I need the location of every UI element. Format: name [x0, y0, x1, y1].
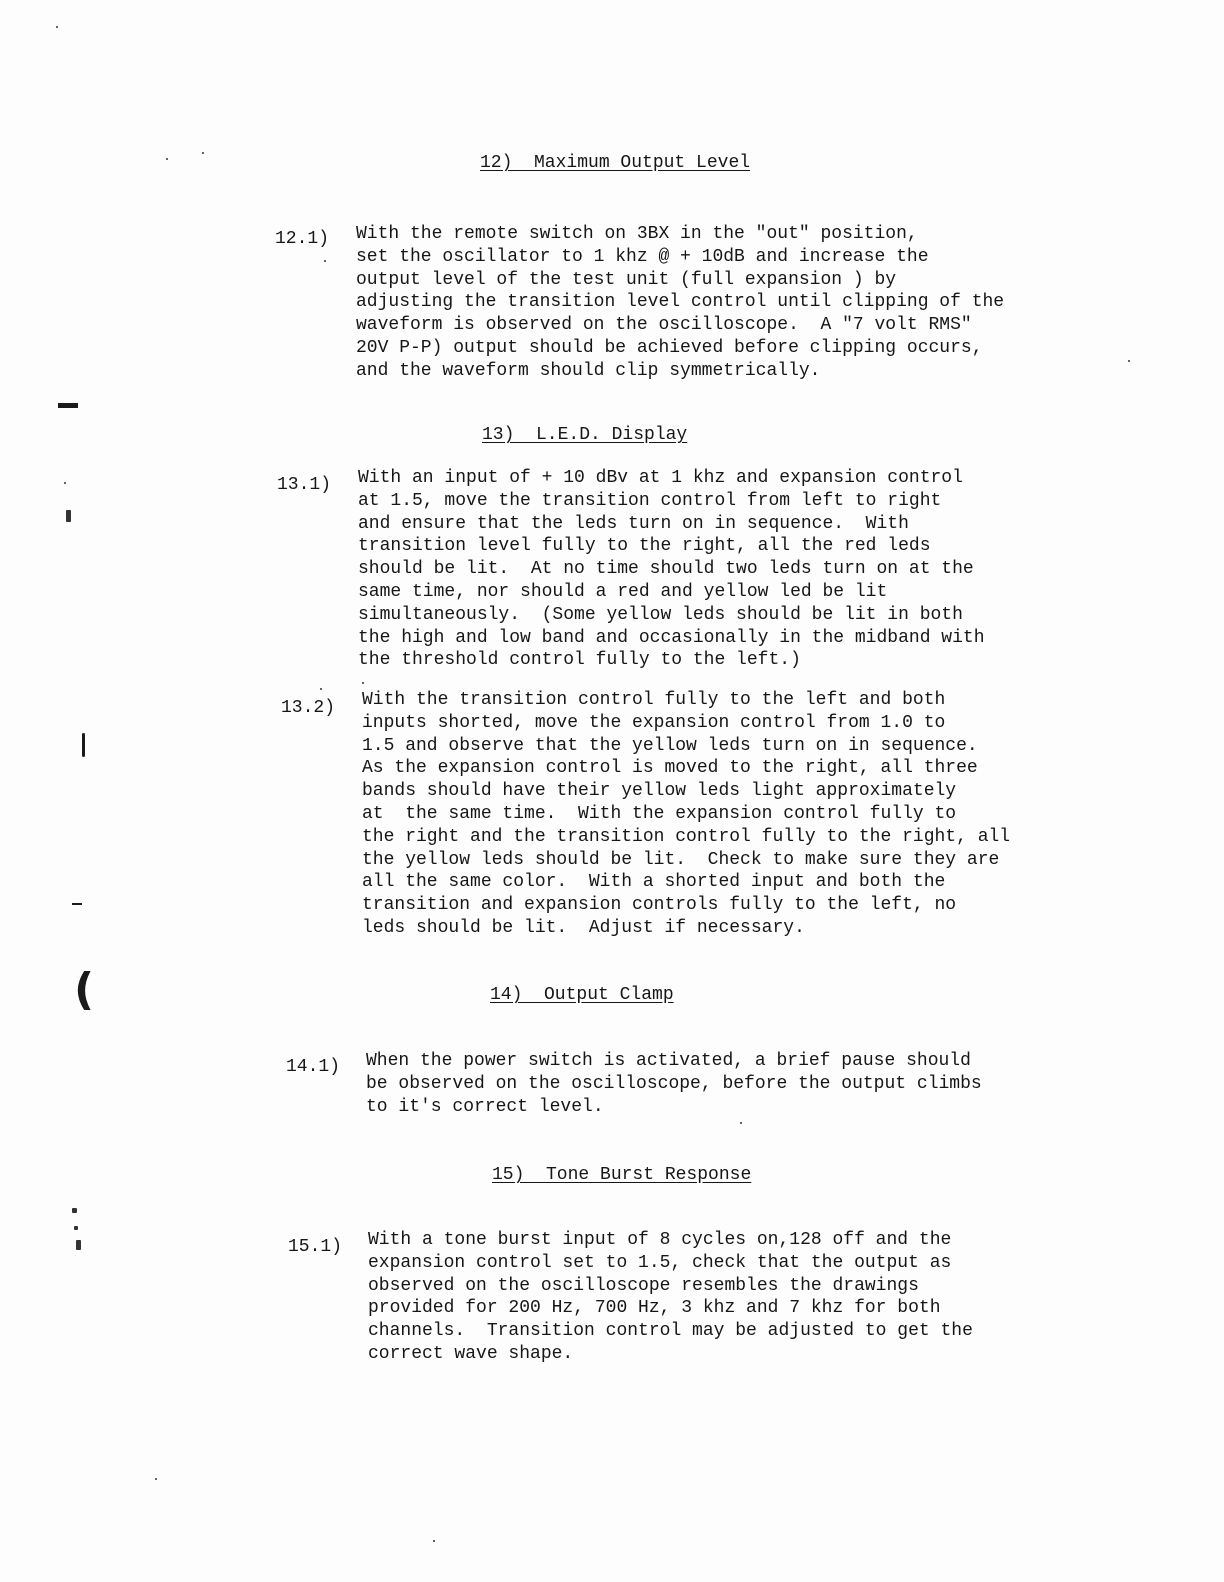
scan-mark	[155, 1478, 157, 1480]
scan-mark	[362, 682, 364, 684]
item-13-1-text	[358, 467, 985, 672]
text-line: at 1.5, move the transition control from left to right	[358, 490, 942, 511]
section-14-heading: 14) Output Clamp	[490, 985, 674, 1005]
scan-mark	[56, 26, 58, 28]
section-13-heading: 13) L.E.D. Display	[482, 425, 688, 445]
item-13-1-number: 13.1)	[277, 475, 332, 495]
scan-mark	[82, 733, 85, 757]
text-line: the high and low band and occasionally in the midband with	[358, 627, 985, 648]
scan-mark	[166, 158, 168, 160]
text-line: 20V P-P) output should be achieved before clipping occurs,	[356, 337, 983, 358]
text-line: to it's correct level.	[366, 1096, 604, 1117]
text-line: the threshold control fully to the left.)	[358, 650, 801, 671]
text-line: 1.5 and observe that the yellow leds turn on in sequence.	[362, 735, 978, 756]
text-line: As the expansion control is moved to the right, all three	[362, 758, 978, 779]
text-line: at the same time. With the expansion control fully to	[362, 803, 957, 824]
text-line: With an input of + 10 dBv at 1 khz and expansion control	[358, 468, 963, 488]
text-line: transition and expansion controls fully to the left, no	[362, 895, 957, 916]
text-line: transition level fully to the right, all the red leds	[358, 536, 931, 557]
scan-mark	[66, 510, 71, 522]
item-13-2-number: 13.2)	[281, 698, 336, 718]
text-line: leds should be lit. Adjust if necessary.	[362, 917, 805, 938]
text-line: correct wave shape.	[368, 1343, 574, 1364]
scan-mark	[76, 1240, 81, 1250]
text-line: expansion control set to 1.5, check that the output as	[368, 1252, 952, 1273]
text-line: same time, nor should a red and yellow led be lit	[358, 581, 888, 602]
text-line: With a tone burst input of 8 cycles on,128 off and the	[368, 1230, 952, 1250]
scan-mark	[202, 152, 204, 154]
text-line: be observed on the oscilloscope, before the output climbs	[366, 1073, 982, 1094]
item-13-2-text	[362, 689, 1010, 940]
item-15-1-number: 15.1)	[288, 1237, 343, 1257]
item-14-1-text	[366, 1050, 982, 1118]
text-line: waveform is observed on the oscilloscope. A "7 volt RMS"	[356, 315, 972, 336]
text-line: channels. Transition control may be adjusted to get the	[368, 1321, 973, 1342]
section-15-heading: 15) Tone Burst Response	[492, 1165, 752, 1185]
text-line: With the transition control fully to the left and both	[362, 690, 946, 710]
text-line: should be lit. At no time should two leds turn on at the	[358, 559, 974, 580]
text-line: With the remote switch on 3BX in the "out" position,	[356, 224, 918, 244]
item-12-1-text	[356, 223, 1004, 383]
text-line: adjusting the transition level control until clipping of the	[356, 292, 1005, 313]
text-line: inputs shorted, move the expansion control from 1.0 to	[362, 712, 946, 733]
scan-mark	[433, 1540, 435, 1542]
item-15-1-text	[368, 1229, 973, 1366]
scan-mark: (	[74, 964, 95, 1015]
text-line: provided for 200 Hz, 700 Hz, 3 khz and 7 khz for both	[368, 1298, 941, 1319]
text-line: and ensure that the leds turn on in sequence. With	[358, 513, 909, 534]
scan-mark	[320, 688, 322, 690]
scan-mark	[58, 403, 78, 408]
section-12-heading: 12) Maximum Output Level	[480, 153, 751, 173]
text-line: and the waveform should clip symmetrically.	[356, 360, 821, 381]
text-line: the yellow leds should be lit. Check to make sure they are	[362, 849, 1000, 870]
item-12-1-number: 12.1)	[275, 229, 330, 249]
scan-mark	[74, 1226, 78, 1230]
text-line: simultaneously. (Some yellow leds should be lit in both	[358, 604, 963, 625]
item-14-1-number: 14.1)	[286, 1057, 341, 1077]
text-line: output level of the test unit (full expansion ) by	[356, 269, 897, 290]
scan-mark	[72, 1208, 77, 1213]
text-line: all the same color. With a shorted input and both the	[362, 872, 946, 893]
scan-mark	[1128, 360, 1130, 362]
text-line: bands should have their yellow leds light approximately	[362, 781, 957, 802]
text-line: the right and the transition control fully to the right, all	[362, 826, 1011, 847]
text-line: set the oscillator to 1 khz @ + 10dB and increase the	[356, 246, 929, 267]
scan-mark	[740, 1122, 742, 1124]
text-line: observed on the oscilloscope resembles the drawings	[368, 1275, 919, 1296]
scan-mark	[72, 903, 82, 905]
text-line: When the power switch is activated, a brief pause should	[366, 1051, 971, 1071]
scan-mark	[64, 482, 66, 484]
scan-mark	[324, 260, 326, 262]
